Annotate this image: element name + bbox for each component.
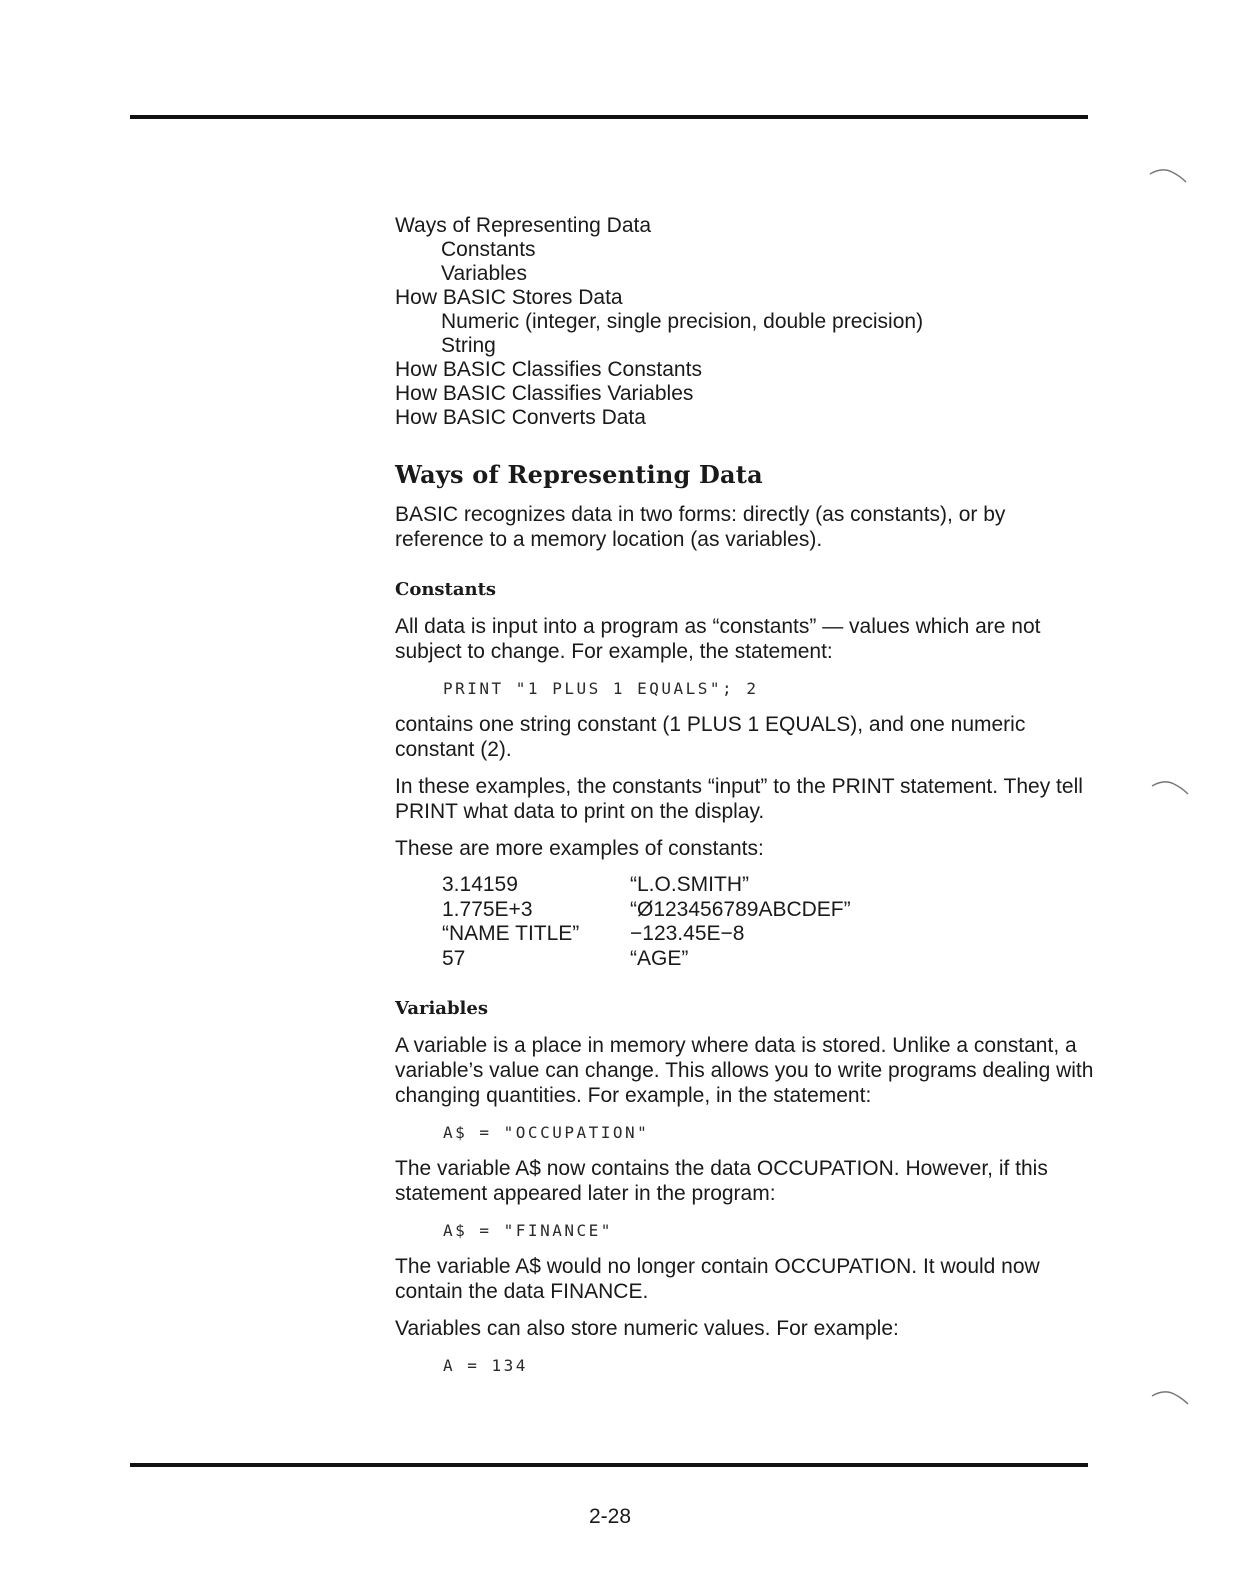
bottom-rule: [130, 1463, 1088, 1467]
code-example: A$ = "OCCUPATION": [443, 1123, 650, 1142]
table-row: [442, 898, 851, 923]
toc-entry: How BASIC Converts Data: [395, 406, 646, 429]
code-example: A$ = "FINANCE": [443, 1221, 613, 1240]
variables-heading: Variables: [395, 998, 488, 1019]
toc-entry: Constants: [441, 238, 536, 261]
toc-entry: Numeric (integer, single precision, double precision): [441, 310, 924, 333]
constants-paragraph: All data is input into a program as “constants” — values which are not subject to change. For example, the statement:: [395, 615, 1041, 663]
section-heading: Ways of Representing Data: [395, 460, 763, 489]
page-number: 2-28: [588, 1505, 632, 1528]
binder-mark: [1150, 778, 1190, 798]
table-row: [442, 922, 851, 947]
toc-entry: Variables: [441, 262, 527, 285]
code-example: A = 134: [443, 1356, 528, 1375]
toc-entry: How BASIC Classifies Variables: [395, 382, 694, 405]
toc-entry: How BASIC Classifies Constants: [395, 358, 702, 381]
chapter-toc: [395, 214, 1095, 430]
variables-paragraph: Variables can also store numeric values. For example:: [395, 1317, 899, 1340]
table-cell: 1.775E+3: [442, 897, 533, 921]
code-example: PRINT "1 PLUS 1 EQUALS"; 2: [443, 679, 759, 698]
binder-mark: [1148, 166, 1188, 186]
toc-entry: Ways of Representing Data: [395, 214, 652, 237]
table-cell: 57: [442, 946, 466, 970]
table-cell: “L.O.SMITH”: [630, 873, 749, 896]
variables-paragraph: A variable is a place in memory where data is stored. Unlike a constant, a variable’s value can change. This allows you to write programs dealing with changing quantities. For example, in the statement:: [395, 1034, 1094, 1107]
page-content: [395, 214, 1095, 1377]
toc-entry: String: [441, 334, 496, 357]
constants-examples-table: [442, 873, 851, 971]
constants-heading: Constants: [395, 579, 497, 600]
constants-paragraph: In these examples, the constants “input” to the PRINT statement. They tell PRINT what data to print on the display.: [395, 775, 1083, 823]
toc-entry: How BASIC Stores Data: [395, 286, 623, 309]
table-cell: “NAME TITLE”: [442, 922, 580, 945]
table-row: [442, 873, 851, 898]
table-cell: 3.14159: [442, 873, 518, 896]
constants-paragraph: contains one string constant (1 PLUS 1 EQUALS), and one numeric constant (2).: [395, 713, 1026, 761]
section-intro: BASIC recognizes data in two forms: directly (as constants), or by reference to a memory location (as variables).: [395, 503, 1006, 551]
variables-paragraph: The variable A$ would no longer contain OCCUPATION. It would now contain the data FINANCE.: [395, 1255, 1040, 1303]
table-cell: −123.45E−8: [630, 922, 745, 945]
table-cell: “AGE”: [630, 946, 689, 970]
binder-mark: [1150, 1388, 1190, 1408]
table-row: [442, 947, 851, 972]
variables-paragraph: The variable A$ now contains the data OCCUPATION. However, if this statement appeared later in the program:: [395, 1157, 1048, 1205]
table-cell: “Ø123456789ABCDEF”: [630, 897, 851, 921]
top-rule: [130, 115, 1088, 119]
constants-paragraph: These are more examples of constants:: [395, 837, 764, 860]
